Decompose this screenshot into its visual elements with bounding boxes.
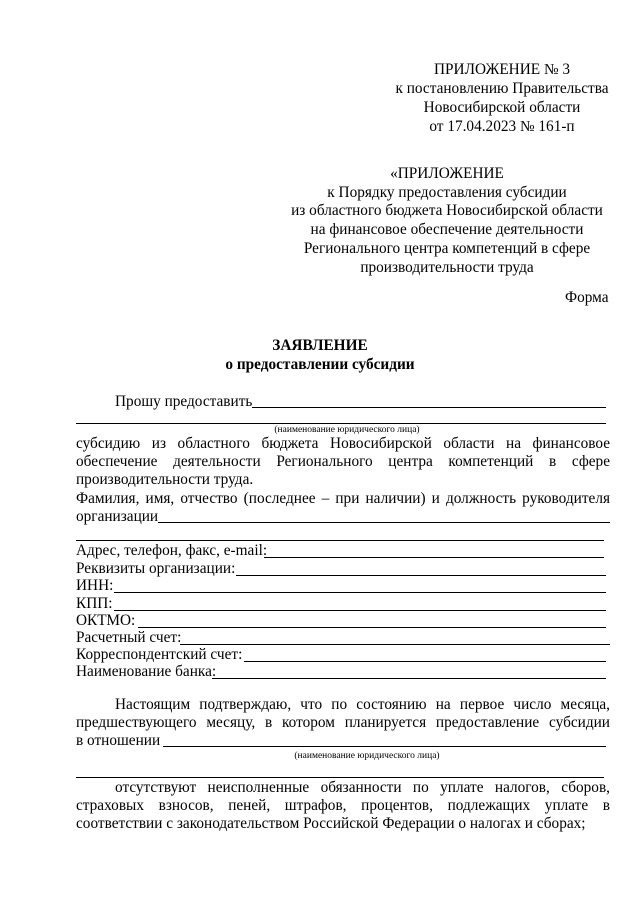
head-person-line-1: Фамилия, имя, отчество (последнее – при наличии) и должность руководителя [76, 490, 610, 507]
confirmation-line-2: предшествующего месяцу, в котором планируется предоставление субсидии [76, 714, 610, 731]
obligations-line-1: отсутствуют неисполненные обязанности по уплате налогов, сборов, [115, 779, 610, 796]
requisites-label: Реквизиты организации: [76, 560, 236, 577]
head-person-fill-line-2[interactable] [76, 540, 604, 541]
appendix-line-3: из областного бюджета Новосибирской области [291, 202, 603, 220]
requisites-fill-line[interactable] [236, 575, 606, 576]
address-fill-line[interactable] [264, 557, 604, 558]
confirmation-fill-line-1[interactable] [163, 746, 606, 747]
procedure-appendix [275, 165, 619, 277]
subsidy-paragraph [76, 435, 610, 489]
oktmo-fill-line[interactable] [138, 627, 606, 628]
confirmation-fill-line-2[interactable] [76, 777, 604, 778]
kpp-label: КПП: [76, 595, 113, 612]
subsidy-line-1: субсидию из областного бюджета Новосибирской области на финансовое [76, 435, 610, 452]
head-person-block [76, 490, 610, 526]
confirmation-line-1: Настоящим подтверждаю, что по состоянию на первое число месяца, [115, 696, 610, 713]
document-title: ЗАЯВЛЕНИЕ [272, 337, 368, 354]
inn-label: ИНН: [76, 577, 114, 594]
confirmation-paragraph [76, 696, 610, 750]
head-person-fill-line-1[interactable] [158, 522, 610, 523]
obligations-line-2: страховых взносов, пеней, штрафов, процентов, подлежащих уплате в [76, 797, 610, 814]
appendix-line-6: производительности труда [360, 258, 534, 276]
header-line-3: Новосибирской области [423, 99, 581, 116]
header-line-1: ПРИЛОЖЕНИЕ № 3 [433, 61, 571, 78]
appendix-line-2: к Порядку предоставления субсидии [327, 183, 567, 201]
request-label: Прошу предоставить [115, 393, 253, 410]
request-fill-line-2[interactable] [76, 423, 606, 424]
subsidy-line-2: обеспечение деятельности Регионального центра компетенций в сфере [76, 453, 610, 470]
request-fill-line-1[interactable] [252, 407, 606, 408]
bank-fill-line[interactable] [212, 678, 606, 679]
request-caption: (наименование юридического лица) [274, 425, 420, 435]
bank-label: Наименование банка: [76, 663, 217, 680]
corr-account-label: Корреспондентский счет: [76, 646, 243, 663]
document-subtitle: о предоставлении субсидии [225, 356, 415, 373]
subsidy-line-3: производительности труда. [76, 471, 254, 488]
appendix-line-5: Регионального центра компетенций в сфере [303, 239, 591, 257]
form-label: Форма [565, 289, 609, 306]
obligations-paragraph [76, 779, 610, 833]
header-line-2: к постановлению Правительства [395, 80, 609, 97]
account-label: Расчетный счет: [76, 629, 182, 646]
account-fill-line[interactable] [180, 644, 610, 645]
inn-fill-line[interactable] [114, 592, 606, 593]
appendix-line-1: «ПРИЛОЖЕНИЕ [390, 165, 504, 182]
appendix-header [360, 60, 640, 136]
kpp-fill-line[interactable] [114, 610, 606, 611]
confirmation-caption: (наименование юридического лица) [294, 751, 440, 761]
oktmo-label: ОКТМО: [76, 612, 136, 629]
header-line-4: от 17.04.2023 № 161-п [429, 118, 575, 135]
head-person-line-2: организации [76, 508, 159, 525]
address-label: Адрес, телефон, факс, e-mail: [76, 542, 268, 559]
obligations-line-3: соответствии с законодательством Российской Федерации о налогах и сборах; [76, 815, 586, 832]
confirmation-line-3: в отношении [76, 732, 161, 749]
appendix-line-4: на финансовое обеспечение деятельности [310, 221, 584, 239]
corr-account-fill-line[interactable] [244, 661, 606, 662]
